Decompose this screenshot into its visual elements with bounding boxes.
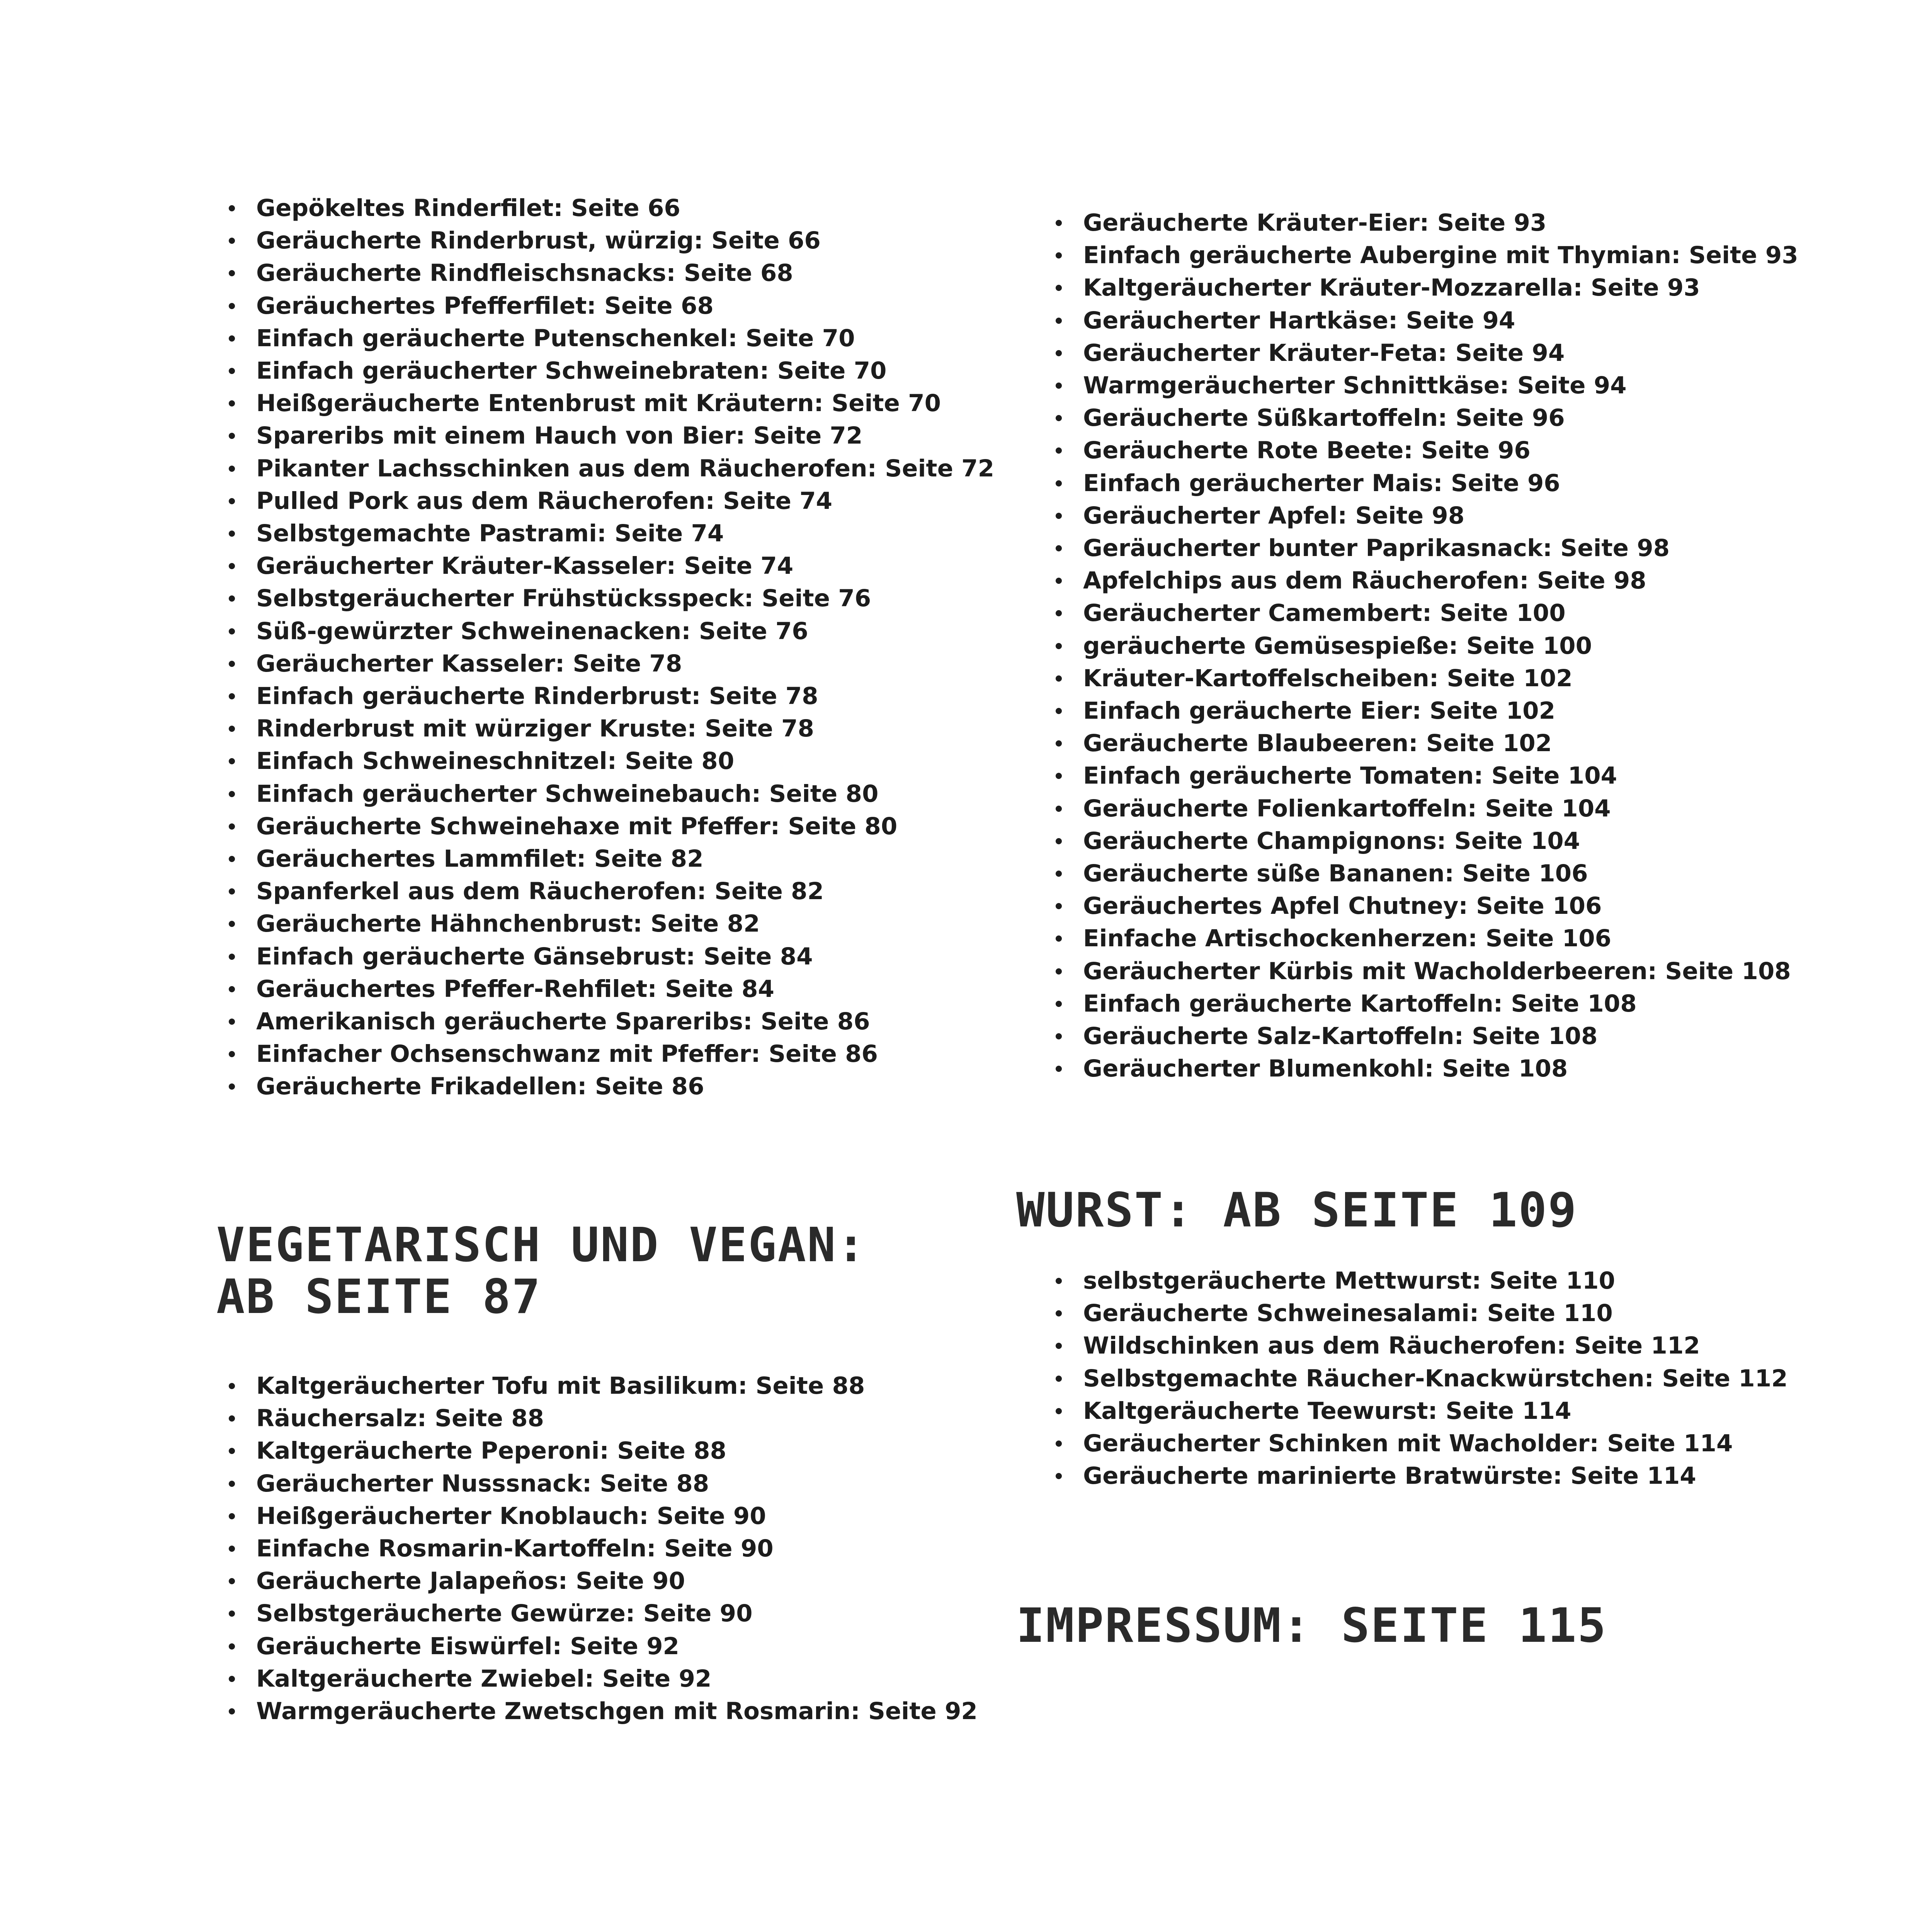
list-item: selbstgeräucherte Mettwurst: Seite 110 — [1043, 1265, 1788, 1297]
veg-recipe-list-continued — [1043, 207, 1798, 1085]
list-item: Einfache Rosmarin-Kartoffeln: Seite 90 — [216, 1532, 978, 1565]
list-item: Pulled Pork aus dem Räucherofen: Seite 74 — [216, 485, 994, 517]
list-item: Amerikanisch geräucherte Spareribs: Seite 86 — [216, 1005, 994, 1038]
meat-recipe-list — [216, 192, 994, 1103]
list-item: Kaltgeräucherte Teewurst: Seite 114 — [1043, 1395, 1788, 1427]
wurst-recipe-list — [1043, 1265, 1788, 1492]
veg-recipe-list — [216, 1370, 978, 1728]
list-item: Geräucherte Frikadellen: Seite 86 — [216, 1070, 994, 1103]
list-item: Einfach Schweineschnitzel: Seite 80 — [216, 745, 994, 777]
list-item: Einfach geräucherter Schweinebraten: Seite 70 — [216, 355, 994, 387]
list-item: Einfach geräucherte Tomaten: Seite 104 — [1043, 760, 1798, 792]
list-item: Einfach geräucherter Schweinebauch: Seite 80 — [216, 778, 994, 810]
right-column — [1043, 207, 1798, 1085]
list-item: Geräucherte Rinderbrust, würzig: Seite 66 — [216, 224, 994, 257]
list-item: Kräuter-Kartoffelscheiben: Seite 102 — [1043, 662, 1798, 695]
list-item: Wildschinken aus dem Räucherofen: Seite 112 — [1043, 1330, 1788, 1362]
list-item: Geräucherte süße Bananen: Seite 106 — [1043, 857, 1798, 890]
list-item: Spareribs mit einem Hauch von Bier: Seite 72 — [216, 420, 994, 452]
list-item: Geräucherte Kräuter-Eier: Seite 93 — [1043, 207, 1798, 239]
veg-list-left-column — [216, 1370, 978, 1728]
list-item: Selbstgeräucherte Gewürze: Seite 90 — [216, 1597, 978, 1630]
list-item: Geräucherte Rote Beete: Seite 96 — [1043, 434, 1798, 467]
list-item: Geräucherte marinierte Bratwürste: Seite 114 — [1043, 1460, 1788, 1492]
list-item: Geräucherte Schweinehaxe mit Pfeffer: Seite 80 — [216, 810, 994, 843]
list-item: Geräuchertes Apfel Chutney: Seite 106 — [1043, 890, 1798, 922]
list-item: Geräucherte Hähnchenbrust: Seite 82 — [216, 908, 994, 940]
list-item: Süß-gewürzter Schweinenacken: Seite 76 — [216, 615, 994, 648]
list-item: Geräuchertes Pfefferfilet: Seite 68 — [216, 290, 994, 322]
list-item: Einfache Artischockenherzen: Seite 106 — [1043, 922, 1798, 955]
list-item: Geräucherte Süßkartoffeln: Seite 96 — [1043, 402, 1798, 434]
list-item: Warmgeräucherte Zwetschgen mit Rosmarin: Seite 92 — [216, 1695, 978, 1728]
list-item: Einfacher Ochsenschwanz mit Pfeffer: Seite 86 — [216, 1038, 994, 1070]
list-item: Einfach geräucherte Gänsebrust: Seite 84 — [216, 940, 994, 973]
list-item: Geräuchertes Lammfilet: Seite 82 — [216, 843, 994, 875]
list-item: Selbstgemachte Räucher-Knackwürstchen: Seite 112 — [1043, 1362, 1788, 1395]
list-item: Selbstgemachte Pastrami: Seite 74 — [216, 517, 994, 550]
list-item: Kaltgeräucherte Peperoni: Seite 88 — [216, 1435, 978, 1467]
list-item: Geräucherte Jalapeños: Seite 90 — [216, 1565, 978, 1597]
list-item: Geräucherter Kasseler: Seite 78 — [216, 648, 994, 680]
list-item: Spanferkel aus dem Räucherofen: Seite 82 — [216, 875, 994, 908]
list-item: Geräucherte Folienkartoffeln: Seite 104 — [1043, 793, 1798, 825]
list-item: Geräucherter bunter Paprikasnack: Seite 98 — [1043, 532, 1798, 565]
list-item: Geräucherter Nusssnack: Seite 88 — [216, 1468, 978, 1500]
list-item: Pikanter Lachsschinken aus dem Räucherofen: Seite 72 — [216, 452, 994, 485]
list-item: Geräucherter Apfel: Seite 98 — [1043, 500, 1798, 532]
list-item: Einfach geräucherte Kartoffeln: Seite 108 — [1043, 988, 1798, 1020]
wurst-section-heading: WURST: AB SEITE 109 — [1016, 1183, 1578, 1238]
list-item: Warmgeräucherter Schnittkäse: Seite 94 — [1043, 369, 1798, 402]
list-item: Kaltgeräucherte Zwiebel: Seite 92 — [216, 1663, 978, 1695]
list-item: geräucherte Gemüsespieße: Seite 100 — [1043, 630, 1798, 662]
left-column — [216, 192, 994, 1103]
impressum-heading: IMPRESSUM: SEITE 115 — [1016, 1598, 1607, 1653]
list-item: Geräucherter Hartkäse: Seite 94 — [1043, 304, 1798, 337]
list-item: Einfach geräucherte Aubergine mit Thymian: Seite 93 — [1043, 239, 1798, 272]
list-item: Geräucherte Rindfleischsnacks: Seite 68 — [216, 257, 994, 289]
veg-heading-line2: AB SEITE 87 — [216, 1269, 541, 1324]
list-item: Geräucherter Blumenkohl: Seite 108 — [1043, 1053, 1798, 1085]
list-item: Rinderbrust mit würziger Kruste: Seite 78 — [216, 713, 994, 745]
list-item: Räuchersalz: Seite 88 — [216, 1402, 978, 1435]
list-item: Einfach geräucherte Putenschenkel: Seite 70 — [216, 322, 994, 355]
list-item: Kaltgeräucherter Tofu mit Basilikum: Seite 88 — [216, 1370, 978, 1402]
list-item: Einfach geräucherter Mais: Seite 96 — [1043, 467, 1798, 500]
list-item: Geräuchertes Pfeffer-Rehfilet: Seite 84 — [216, 973, 994, 1005]
list-item: Kaltgeräucherter Kräuter-Mozzarella: Seite 93 — [1043, 272, 1798, 304]
list-item: Geräucherte Champignons: Seite 104 — [1043, 825, 1798, 857]
list-item: Geräucherter Kräuter-Kasseler: Seite 74 — [216, 550, 994, 582]
list-item: Geräucherte Schweinesalami: Seite 110 — [1043, 1297, 1788, 1330]
wurst-column — [1043, 1265, 1788, 1492]
list-item: Einfach geräucherte Eier: Seite 102 — [1043, 695, 1798, 727]
veg-heading-line1: VEGETARISCH UND VEGAN: — [216, 1218, 866, 1272]
list-item: Gepökeltes Rinderfilet: Seite 66 — [216, 192, 994, 224]
list-item: Heißgeräucherter Knoblauch: Seite 90 — [216, 1500, 978, 1532]
list-item: Geräucherter Kürbis mit Wacholderbeeren: Seite 108 — [1043, 955, 1798, 988]
list-item: Einfach geräucherte Rinderbrust: Seite 78 — [216, 680, 994, 713]
list-item: Geräucherte Blaubeeren: Seite 102 — [1043, 727, 1798, 760]
list-item: Geräucherte Eiswürfel: Seite 92 — [216, 1630, 978, 1663]
list-item: Selbstgeräucherter Frühstücksspeck: Seite 76 — [216, 582, 994, 615]
list-item: Geräucherter Camembert: Seite 100 — [1043, 597, 1798, 629]
list-item: Geräucherte Salz-Kartoffeln: Seite 108 — [1043, 1020, 1798, 1053]
list-item: Apfelchips aus dem Räucherofen: Seite 98 — [1043, 565, 1798, 597]
list-item: Geräucherter Schinken mit Wacholder: Seite 114 — [1043, 1427, 1788, 1460]
veg-section-heading — [216, 1219, 866, 1323]
list-item: Heißgeräucherte Entenbrust mit Kräutern: Seite 70 — [216, 387, 994, 420]
list-item: Geräucherter Kräuter-Feta: Seite 94 — [1043, 337, 1798, 369]
